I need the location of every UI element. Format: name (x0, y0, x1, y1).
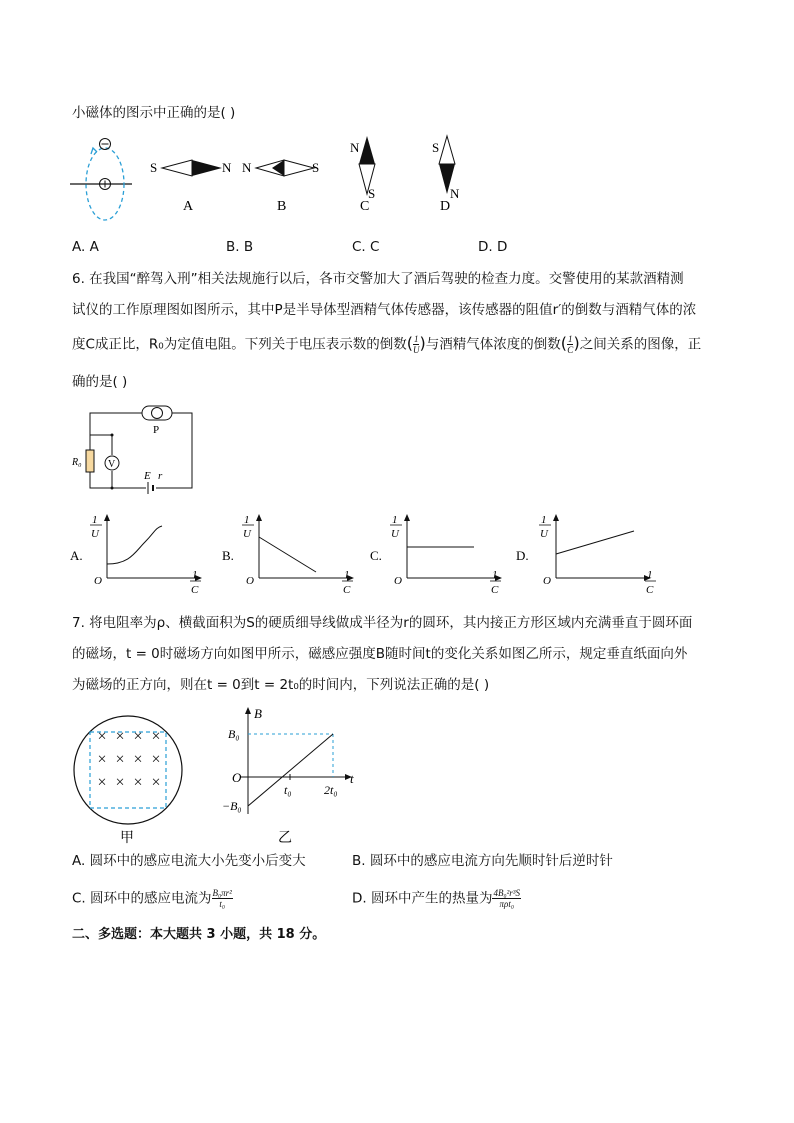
q5-B-label: B (277, 199, 287, 214)
svg-text:O: O (246, 575, 254, 587)
svg-text:C: C (646, 584, 654, 596)
q5-option-c[interactable]: C. C (352, 239, 380, 255)
svg-text:×: × (151, 751, 161, 768)
svg-text:U: U (91, 528, 99, 540)
svg-text:×: × (151, 774, 161, 791)
q6-label-V: V (108, 459, 116, 470)
q6-line1: 6. 在我国“醉驾入刑”相关法规施行以后，各市交警加大了酒后驾驶的检查力度。交警使用的某款酒精测 (72, 271, 684, 287)
q7-figure-yi (222, 704, 372, 844)
q6-graph-a-curve (107, 526, 162, 564)
svg-text:O: O (232, 770, 242, 785)
q6-line3c: 之间关系的图像，正 (579, 336, 702, 353)
q6-label-R0: R₀ (72, 457, 82, 468)
q5-D-S: S (432, 140, 440, 155)
q6-line3: 度C成正比，R₀为定值电阻。下列关于电压表示数的倒数( $\frac{1}{U}$ )与酒精气体浓度的倒数( $\frac{1}{C}$ )之间关系的图像，正 (72, 333, 702, 355)
svg-text:U: U (243, 528, 251, 540)
q7-figure-jia (70, 710, 200, 850)
q5-A-N: N (222, 160, 232, 175)
q6-line3b: 与酒精气体浓度的倒数 (425, 336, 561, 353)
svg-text:U: U (540, 528, 548, 540)
section-2-heading: 二、多选题：本大题共 3 小题，共 18 分。 (72, 927, 326, 942)
svg-text:×: × (97, 774, 107, 791)
q6-graph-b-label: B. (222, 548, 234, 563)
svg-text:1: 1 (244, 514, 250, 526)
q6-label-P: P (153, 424, 160, 436)
q6-graph-a-label: A. (70, 548, 83, 563)
q5-option-b[interactable]: B. B (226, 239, 254, 255)
q6-graph-c[interactable] (370, 512, 510, 597)
q5-C-label: C (360, 199, 370, 214)
q7-line2: 的磁场，t = 0时磁场方向如图甲所示，磁感应强度B随时间t的变化关系如图乙所示，规定垂直纸面向外 (72, 646, 688, 662)
q7-option-d[interactable]: D. 圆环中产生的热量为 $\frac{\text{4B₀²r³S}}{\text{πρt₀}}$ (352, 888, 521, 909)
q7-line3: 为磁场的正方向，则在t = 0到t = 2t₀的时间内，下列说法正确的是( ) (72, 677, 490, 693)
svg-text:×: × (115, 751, 125, 768)
svg-text:1: 1 (541, 514, 547, 526)
q6-line4: 确的是( ) (72, 374, 128, 390)
q6-graph-a[interactable] (70, 512, 210, 597)
svg-text:×: × (133, 728, 143, 745)
svg-text:×: × (133, 751, 143, 768)
q6-graph-d[interactable] (516, 512, 666, 597)
q7-fig-yi-caption: 乙 (278, 831, 292, 846)
q6-graph-b[interactable] (222, 512, 362, 597)
q6-line3a: 度C成正比，R₀为定值电阻。下列关于电压表示数的倒数 (72, 336, 407, 353)
q7-option-b[interactable]: B. 圆环中的感应电流方向先顺时针后逆时针 (352, 853, 613, 869)
svg-text:1: 1 (392, 514, 398, 526)
q7-option-c-fraction: $\frac{\text{B₀πr²}}{\text{t₀}}$ (212, 888, 232, 909)
svg-text:B₀: B₀ (228, 727, 240, 741)
q6-label-r: r (158, 470, 163, 482)
q5-B-N: N (242, 160, 252, 175)
q7-option-c[interactable]: C. 圆环中的感应电流为 $\frac{\text{B₀πr²}}{\text{t₀}}$ (72, 888, 232, 909)
q6-graph-d-line (556, 531, 634, 554)
q5-option-d[interactable]: D. D (478, 239, 508, 255)
q5-D-label: D (440, 199, 451, 214)
svg-text:×: × (133, 774, 143, 791)
svg-text:2t₀: 2t₀ (324, 783, 338, 797)
svg-text:×: × (115, 728, 125, 745)
svg-text:×: × (97, 728, 107, 745)
q5-D-N: N (450, 186, 460, 201)
svg-text:t: t (350, 771, 354, 786)
q6-graph-c-label: C. (370, 548, 382, 563)
svg-text:C: C (491, 584, 499, 596)
q6-graph-d-label: D. (516, 548, 529, 563)
svg-text:1: 1 (92, 514, 98, 526)
q6-circuit (70, 403, 210, 498)
svg-text:×: × (115, 774, 125, 791)
q7-option-a[interactable]: A. 圆环中的感应电流大小先变小后变大 (72, 853, 306, 869)
svg-text:C: C (191, 584, 199, 596)
q5-stem: 小磁体的图示中正确的是( ) (72, 105, 236, 121)
svg-text:−B₀: −B₀ (222, 799, 242, 813)
q5-C-N: N (350, 140, 360, 155)
svg-text:×: × (151, 728, 161, 745)
q5-diagram (70, 132, 550, 232)
q7-option-d-fraction: $\frac{\text{4B₀²r³S}}{\text{πρt₀}}$ (493, 888, 521, 909)
svg-text:B: B (254, 706, 262, 721)
svg-text:t₀: t₀ (284, 783, 292, 797)
q6-frac-1-over-U: $\frac{1}{U}$ (412, 334, 420, 355)
q6-line2: 试仪的工作原理图如图所示，其中P是半导体型酒精气体传感器，该传感器的阻值r′的倒数与酒精气体的浓 (72, 302, 697, 318)
svg-text:O: O (394, 575, 402, 587)
q7-line1: 7. 将电阻率为ρ、横截面积为S的硬质细导线做成半径为r的圆环，其内接正方形区域内充满垂直于圆环面 (72, 615, 693, 631)
svg-text:C: C (343, 584, 351, 596)
q6-graph-b-line (259, 537, 316, 572)
svg-text:O: O (543, 575, 551, 587)
q7-fig-jia-caption: 甲 (120, 831, 134, 846)
svg-text:U: U (391, 528, 399, 540)
svg-text:1: 1 (492, 569, 498, 581)
svg-text:O: O (94, 575, 102, 587)
q5-C-S: S (368, 186, 376, 201)
svg-text:1: 1 (647, 569, 653, 581)
q5-A-label: A (183, 199, 194, 214)
svg-text:×: × (97, 751, 107, 768)
q5-A-S: S (150, 160, 158, 175)
q5-option-a[interactable]: A. A (72, 239, 99, 255)
svg-text:1: 1 (192, 569, 198, 581)
q5-B-S: S (312, 160, 320, 175)
q6-frac-1-over-C: $\frac{1}{C}$ (567, 334, 574, 355)
q6-label-E: E (144, 470, 151, 482)
svg-text:1: 1 (344, 569, 350, 581)
